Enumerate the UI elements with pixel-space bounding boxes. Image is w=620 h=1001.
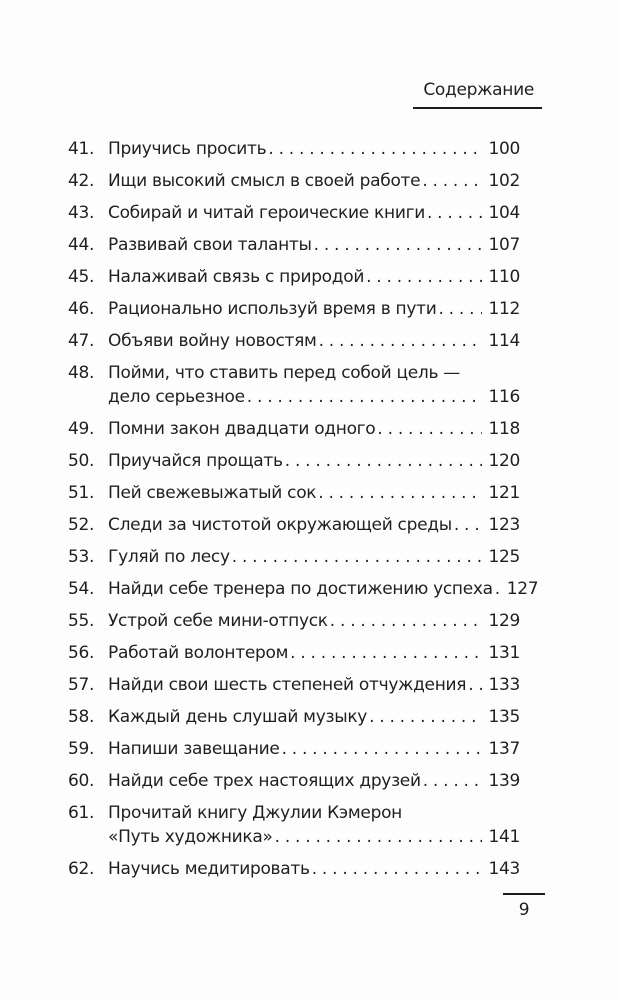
- toc-entry-number: 54.: [68, 579, 95, 599]
- dot-leader: [316, 481, 482, 505]
- dot-leader: [312, 233, 483, 257]
- toc-entry-number: 42.: [68, 171, 95, 191]
- toc-entry: [68, 857, 520, 881]
- toc-entry: [68, 769, 520, 793]
- toc-entry-page: 102: [488, 171, 520, 191]
- chapter-title: Содержание: [413, 80, 542, 109]
- dot-leader: [328, 609, 483, 633]
- toc-entry: [68, 361, 520, 409]
- toc-entry-line: [68, 417, 520, 441]
- toc-entry-page: 123: [488, 515, 520, 535]
- toc-entry-number: 61.: [68, 803, 95, 823]
- toc-entry-line: [68, 385, 520, 409]
- toc-entry-line: [68, 545, 520, 569]
- toc-entry-page: 127: [506, 579, 539, 599]
- toc-entry-page: 114: [488, 331, 520, 351]
- toc-entry-number: 44.: [68, 235, 95, 255]
- toc-entry-number: 62.: [68, 859, 95, 879]
- toc-entry-number: 58.: [68, 707, 95, 727]
- toc-entry-line: [68, 297, 520, 321]
- dot-leader: [436, 297, 482, 321]
- toc-entry: [68, 449, 520, 473]
- dot-leader: [452, 513, 483, 537]
- dot-leader: [421, 769, 483, 793]
- toc-entry-line: [68, 737, 520, 761]
- toc-entry-page: 104: [488, 203, 520, 223]
- toc-entry: [68, 737, 520, 761]
- dot-leader: [288, 641, 482, 665]
- toc-entry-title: дело серьезное: [108, 387, 245, 407]
- toc-entry-page: 143: [488, 859, 520, 879]
- toc-entry-title: Помни закон двадцати одного: [108, 419, 376, 439]
- toc-entry: [68, 513, 520, 537]
- toc-entry-title: Каждый день слушай музыку: [108, 707, 368, 727]
- toc-entry-title: Объяви войну новостям: [108, 331, 317, 351]
- toc-entry-line: [68, 137, 520, 161]
- toc-entry-title: Налаживай связь с природой: [108, 267, 365, 287]
- toc-entry-line: [68, 801, 520, 825]
- toc-entry-title: Ищи высокий смысл в своей работе: [108, 171, 421, 191]
- toc-entry-title: Гуляй по лесу: [108, 547, 230, 567]
- toc-entry: [68, 169, 520, 193]
- dot-leader: [425, 201, 482, 225]
- toc-entry: [68, 801, 520, 849]
- dot-leader: [364, 265, 482, 289]
- dot-leader: [230, 545, 483, 569]
- toc-entry-title: Напиши завещание: [108, 739, 280, 759]
- toc-entry-line: [68, 673, 520, 697]
- dot-leader: [420, 169, 482, 193]
- toc-entry-title: Приучись просить: [108, 139, 267, 159]
- toc-entry-page: 110: [488, 267, 520, 287]
- running-head: [0, 80, 542, 109]
- toc-entry: [68, 577, 539, 601]
- toc-entry-number: 50.: [68, 451, 95, 471]
- toc-entry-title: Рационально используй время в пути: [108, 299, 437, 319]
- toc-entry-number: 46.: [68, 299, 95, 319]
- toc-entry-line: [68, 329, 520, 353]
- toc-entry-number: 59.: [68, 739, 95, 759]
- toc-entry-page: 129: [488, 611, 520, 631]
- toc-entry: [68, 201, 520, 225]
- toc-entry-line: [68, 825, 520, 849]
- toc-entry: [68, 137, 520, 161]
- dot-leader: [273, 825, 483, 849]
- toc-entry: [68, 417, 520, 441]
- toc-entry: [68, 297, 520, 321]
- toc-entry-number: 57.: [68, 675, 95, 695]
- toc-entry-title: «Путь художника»: [108, 827, 273, 847]
- toc-entry-number: 56.: [68, 643, 95, 663]
- toc-entry-number: 43.: [68, 203, 95, 223]
- toc-entry-line: [68, 265, 520, 289]
- toc-entry-page: 139: [488, 771, 520, 791]
- dot-leader: [375, 417, 482, 441]
- toc-entry: [68, 609, 520, 633]
- toc-entry: [68, 265, 520, 289]
- toc-entry: [68, 329, 520, 353]
- toc-entry-line: [68, 481, 520, 505]
- toc-entry-line: [68, 857, 520, 881]
- toc-entry-page: 118: [488, 419, 520, 439]
- toc-entry-line: [68, 449, 520, 473]
- dot-leader: [280, 737, 483, 761]
- toc-entry-number: 47.: [68, 331, 95, 351]
- toc-entry: [68, 545, 520, 569]
- toc-entry-title: Устрой себе мини-отпуск: [108, 611, 328, 631]
- toc-entry: [68, 641, 520, 665]
- page-footer: [503, 893, 545, 920]
- toc-entry-page: 141: [488, 827, 520, 847]
- dot-leader: [493, 577, 501, 601]
- toc-entry-page: 135: [488, 707, 520, 727]
- toc-list: [68, 137, 539, 881]
- toc-entry-line: [68, 513, 520, 537]
- toc-entry-page: 121: [488, 483, 520, 503]
- dot-leader: [317, 329, 483, 353]
- toc-entry-title: Найди свои шесть степеней отчуждения: [108, 675, 467, 695]
- toc-entry-page: 112: [488, 299, 520, 319]
- dot-leader: [245, 385, 483, 409]
- toc-entry-title: Прочитай книгу Джулии Кэмерон: [108, 803, 402, 823]
- dot-leader: [266, 137, 482, 161]
- toc-entry-title: Работай волонтером: [108, 643, 289, 663]
- toc-entry-number: 48.: [68, 363, 95, 383]
- toc-entry-title: Приучайся прощать: [108, 451, 283, 471]
- toc-entry-line: [68, 641, 520, 665]
- dot-leader: [283, 449, 483, 473]
- toc-entry: [68, 233, 520, 257]
- toc-entry-line: [68, 361, 520, 385]
- toc-entry-page: 131: [488, 643, 520, 663]
- toc-entry-line: [68, 233, 520, 257]
- toc-entry-page: 116: [488, 387, 520, 407]
- toc-entry-page: 133: [488, 675, 520, 695]
- toc-entry-line: [68, 705, 520, 729]
- toc-entry-number: 45.: [68, 267, 95, 287]
- toc-entry-line: [68, 577, 539, 601]
- toc-entry-title: Научись медитировать: [108, 859, 310, 879]
- toc-entry-title: Пойми, что ставить перед собой цель —: [108, 363, 461, 383]
- toc-entry-page: 120: [488, 451, 520, 471]
- toc-entry-title: Развивай свои таланты: [108, 235, 312, 255]
- toc-entry-number: 41.: [68, 139, 95, 159]
- toc-entry: [68, 481, 520, 505]
- toc-entry-number: 55.: [68, 611, 95, 631]
- toc-entry-title: Найди себе тренера по достижению успеха: [108, 579, 493, 599]
- toc-entry-title: Собирай и читай героические книги: [108, 203, 425, 223]
- dot-leader: [466, 673, 482, 697]
- toc-entry-page: 125: [488, 547, 520, 567]
- toc-entry-line: [68, 769, 520, 793]
- toc-entry-number: 60.: [68, 771, 95, 791]
- toc-entry: [68, 673, 520, 697]
- toc-entry-number: 49.: [68, 419, 95, 439]
- dot-leader: [367, 705, 482, 729]
- toc-entry-line: [68, 609, 520, 633]
- toc-entry-number: 53.: [68, 547, 95, 567]
- toc-entry-title: Найди себе трех настоящих друзей: [108, 771, 421, 791]
- toc-entry-line: [68, 201, 520, 225]
- toc-entry-line: [68, 169, 520, 193]
- toc-entry-page: 100: [488, 139, 520, 159]
- toc-entry: [68, 705, 520, 729]
- toc-entry-page: 137: [488, 739, 520, 759]
- toc-entry-number: 52.: [68, 515, 95, 535]
- page-number: 9: [518, 900, 530, 920]
- toc-entry-page: 107: [488, 235, 520, 255]
- toc-entry-number: 51.: [68, 483, 95, 503]
- toc-entry-title: Следи за чистотой окружающей среды: [108, 515, 452, 535]
- dot-leader: [310, 857, 483, 881]
- toc-entry-title: Пей свежевыжатый сок: [108, 483, 317, 503]
